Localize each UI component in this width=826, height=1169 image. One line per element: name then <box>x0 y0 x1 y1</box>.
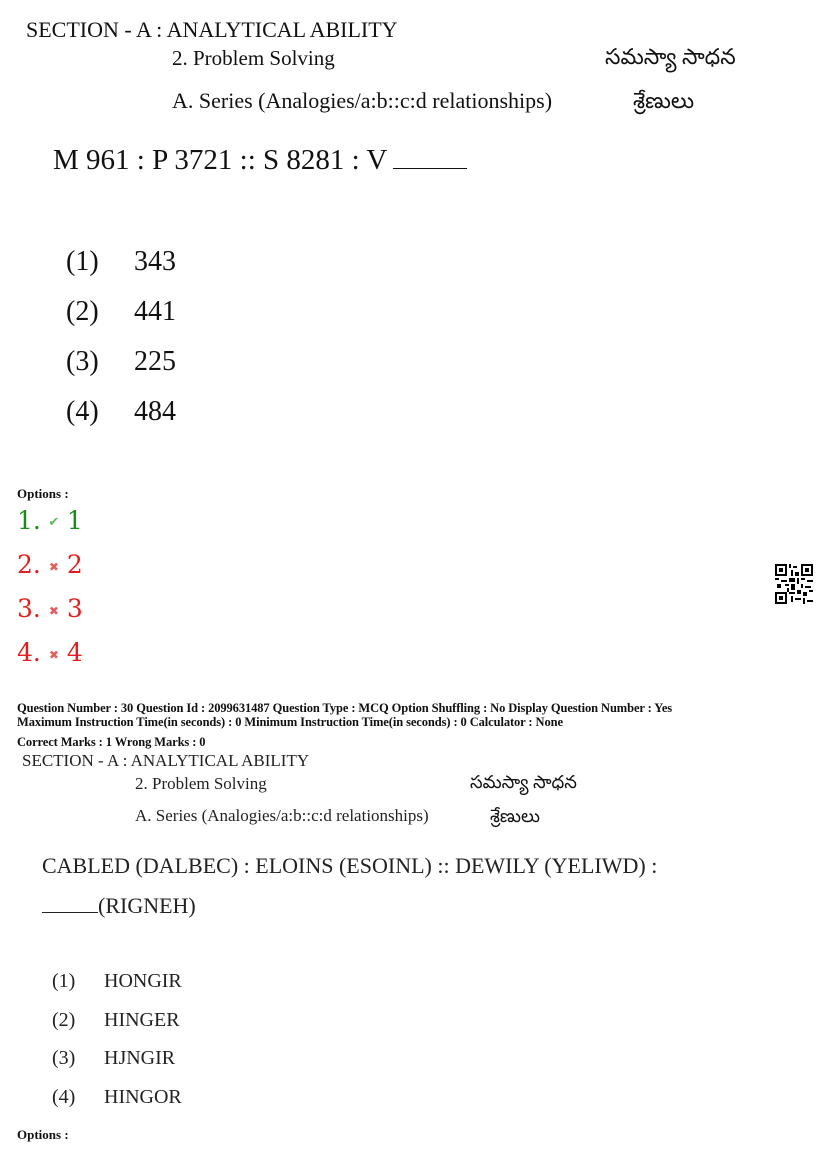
answer-blank <box>42 894 98 913</box>
choice-3 <box>66 346 176 378</box>
section-heading-2: SECTION - A : ANALYTICAL ABILITY <box>22 751 310 770</box>
choice-number: (2) <box>66 296 99 327</box>
options-label-2: Options : <box>17 1127 69 1142</box>
question-meta-line-1: Question Number : 30 Question Id : 2099631487 Question Type : MCQ Option Shuffling : No Display Question Number : Yes <box>17 701 673 715</box>
answer-value: 1 <box>66 506 83 535</box>
answer-value: 4 <box>66 638 83 667</box>
question-marks: Correct Marks : 1 Wrong Marks : 0 <box>17 735 206 749</box>
cross-icon: ✖ <box>48 647 59 662</box>
choice-1 <box>66 246 176 278</box>
question-stem-2-text: (RIGNEH) <box>98 893 196 918</box>
qr-code-icon <box>775 564 813 604</box>
answer-index: 3. <box>17 594 41 623</box>
cross-icon: ✖ <box>48 603 59 618</box>
choice-number: (3) <box>66 346 99 377</box>
choice-text: 225 <box>134 346 176 377</box>
question-stem-2-line-1: CABLED (DALBEC) : ELOINS (ESOINL) :: DEWILY (YELIWD) : <box>42 853 658 878</box>
choice-text: 484 <box>134 396 176 427</box>
answer-index: 4. <box>17 638 41 667</box>
choice-text: 343 <box>134 246 176 277</box>
choice-number: (4) <box>52 1086 76 1108</box>
choice-2-1 <box>52 970 182 993</box>
options-label: Options : <box>17 486 69 501</box>
choice-text: HJNGIR <box>104 1047 176 1069</box>
answer-index: 2. <box>17 550 41 579</box>
answer-option-4 <box>17 638 83 667</box>
check-icon: ✔ <box>48 515 60 530</box>
question-stem-text: M 961 : P 3721 :: S 8281 : V <box>53 144 388 176</box>
choice-2-3 <box>52 1047 175 1070</box>
cross-icon: ✖ <box>48 559 59 574</box>
choice-2 <box>66 296 176 328</box>
answer-option-1 <box>17 506 83 535</box>
subsection-heading-telugu-2: సమస్యా సాధన <box>470 772 577 792</box>
subsection-heading-2: 2. Problem Solving <box>135 774 267 793</box>
subsection-heading: 2. Problem Solving <box>172 46 335 70</box>
topic-heading-telugu-2: శ్రేణులు <box>490 806 540 826</box>
answer-value: 3 <box>66 594 83 623</box>
choice-2-4 <box>52 1086 182 1109</box>
choice-number: (3) <box>52 1047 76 1069</box>
section-heading: SECTION - A : ANALYTICAL ABILITY <box>26 17 398 42</box>
answer-option-2 <box>17 550 83 579</box>
answer-option-3 <box>17 594 83 623</box>
choice-text: HONGIR <box>104 970 182 992</box>
choice-text: 441 <box>134 296 176 327</box>
choice-text: HINGOR <box>104 1086 182 1108</box>
question-stem <box>53 142 467 177</box>
choice-number: (4) <box>66 396 99 427</box>
choice-2-2 <box>52 1009 180 1032</box>
topic-heading-2: A. Series (Analogies/a:b::c:d relationships) <box>135 806 429 825</box>
answer-blank <box>393 142 467 169</box>
topic-heading-telugu: శ్రేణులు <box>633 88 695 113</box>
choice-4 <box>66 396 176 428</box>
question-meta-line-2: Maximum Instruction Time(in seconds) : 0 Minimum Instruction Time(in seconds) : 0 Calculator : None <box>17 715 563 729</box>
topic-heading: A. Series (Analogies/a:b::c:d relationships) <box>172 88 553 113</box>
choice-number: (1) <box>52 970 76 992</box>
answer-index: 1. <box>17 506 41 535</box>
answer-value: 2 <box>66 550 83 579</box>
subsection-heading-telugu: సమస్యా సాధన <box>605 44 736 69</box>
question-stem-2-line-2 <box>42 893 196 919</box>
choice-number: (2) <box>52 1009 76 1031</box>
choice-text: HINGER <box>104 1009 180 1031</box>
choice-number: (1) <box>66 246 99 277</box>
